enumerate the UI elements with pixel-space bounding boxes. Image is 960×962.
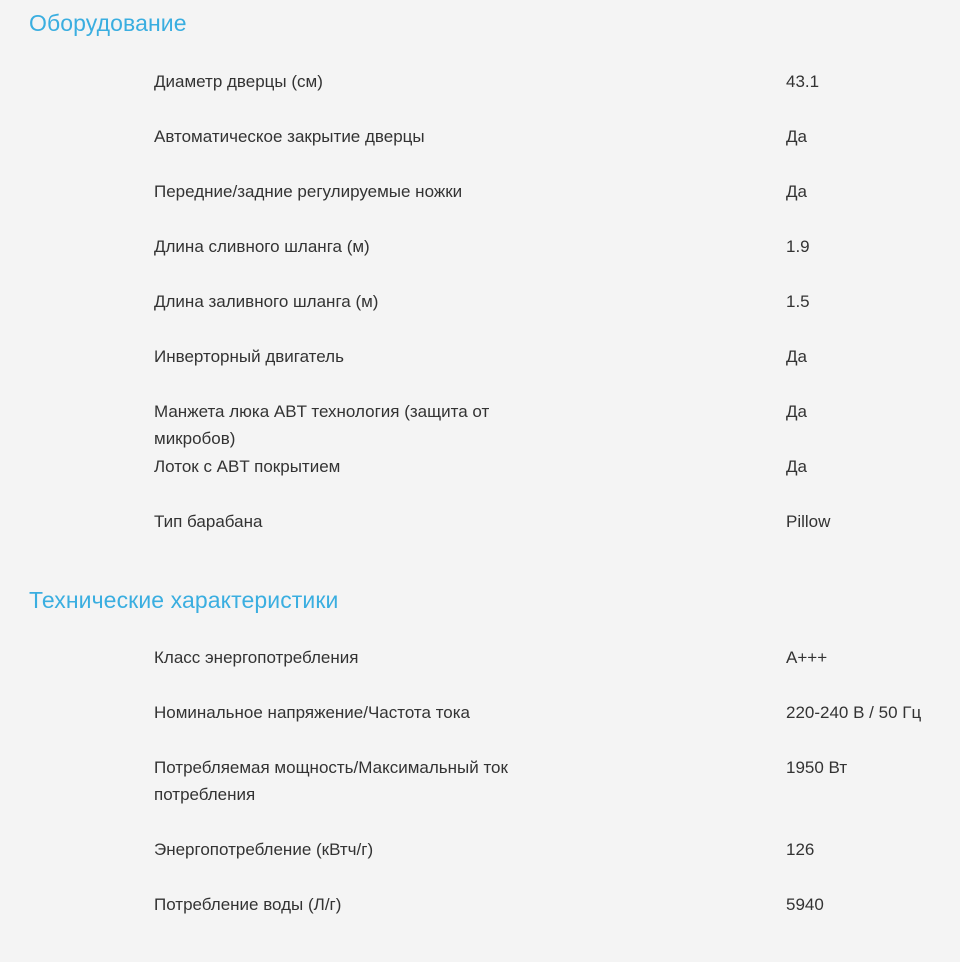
spec-value: Pillow <box>786 512 831 531</box>
spec-label: Автоматическое закрытие дверцы <box>154 127 425 146</box>
spec-label: Потребляемая мощность/Максимальный ток потребления <box>154 758 508 804</box>
spec-label: Инверторный двигатель <box>154 347 344 366</box>
spec-label: Потребление воды (Л/г) <box>154 895 342 914</box>
spec-label: Номинальное напряжение/Частота тока <box>154 703 471 722</box>
spec-label: Длина сливного шланга (м) <box>154 237 370 256</box>
spec-label: Манжета люка ABT технология (защита от микробов) <box>154 402 490 448</box>
spec-label: Передние/задние регулируемые ножки <box>154 182 463 201</box>
spec-value: 1.5 <box>786 292 810 311</box>
spec-value: 126 <box>786 840 815 859</box>
spec-value: 43.1 <box>786 72 820 91</box>
spec-value: Да <box>786 127 807 146</box>
spec-label: Диаметр дверцы (см) <box>154 72 323 91</box>
spec-value: Да <box>786 457 807 476</box>
spec-value: 1.9 <box>786 237 810 256</box>
spec-value: Да <box>786 182 807 201</box>
spec-value: 5940 <box>786 895 824 914</box>
spec-value: Да <box>786 347 807 366</box>
spec-value: A+++ <box>786 648 828 667</box>
spec-value: Да <box>786 402 807 421</box>
spec-value: 1950 Вт <box>786 758 848 777</box>
spec-value: 220-240 В / 50 Гц <box>786 703 922 722</box>
section-title-equipment: Оборудование <box>29 10 187 36</box>
spec-label: Длина заливного шланга (м) <box>154 292 379 311</box>
spec-label: Энергопотребление (кВтч/г) <box>154 840 374 859</box>
spec-label: Тип барабана <box>154 512 263 531</box>
section-title-technical: Технические характеристики <box>29 587 339 613</box>
spec-label: Лоток с ABT покрытием <box>154 457 341 476</box>
spec-label: Класс энергопотребления <box>154 648 359 667</box>
